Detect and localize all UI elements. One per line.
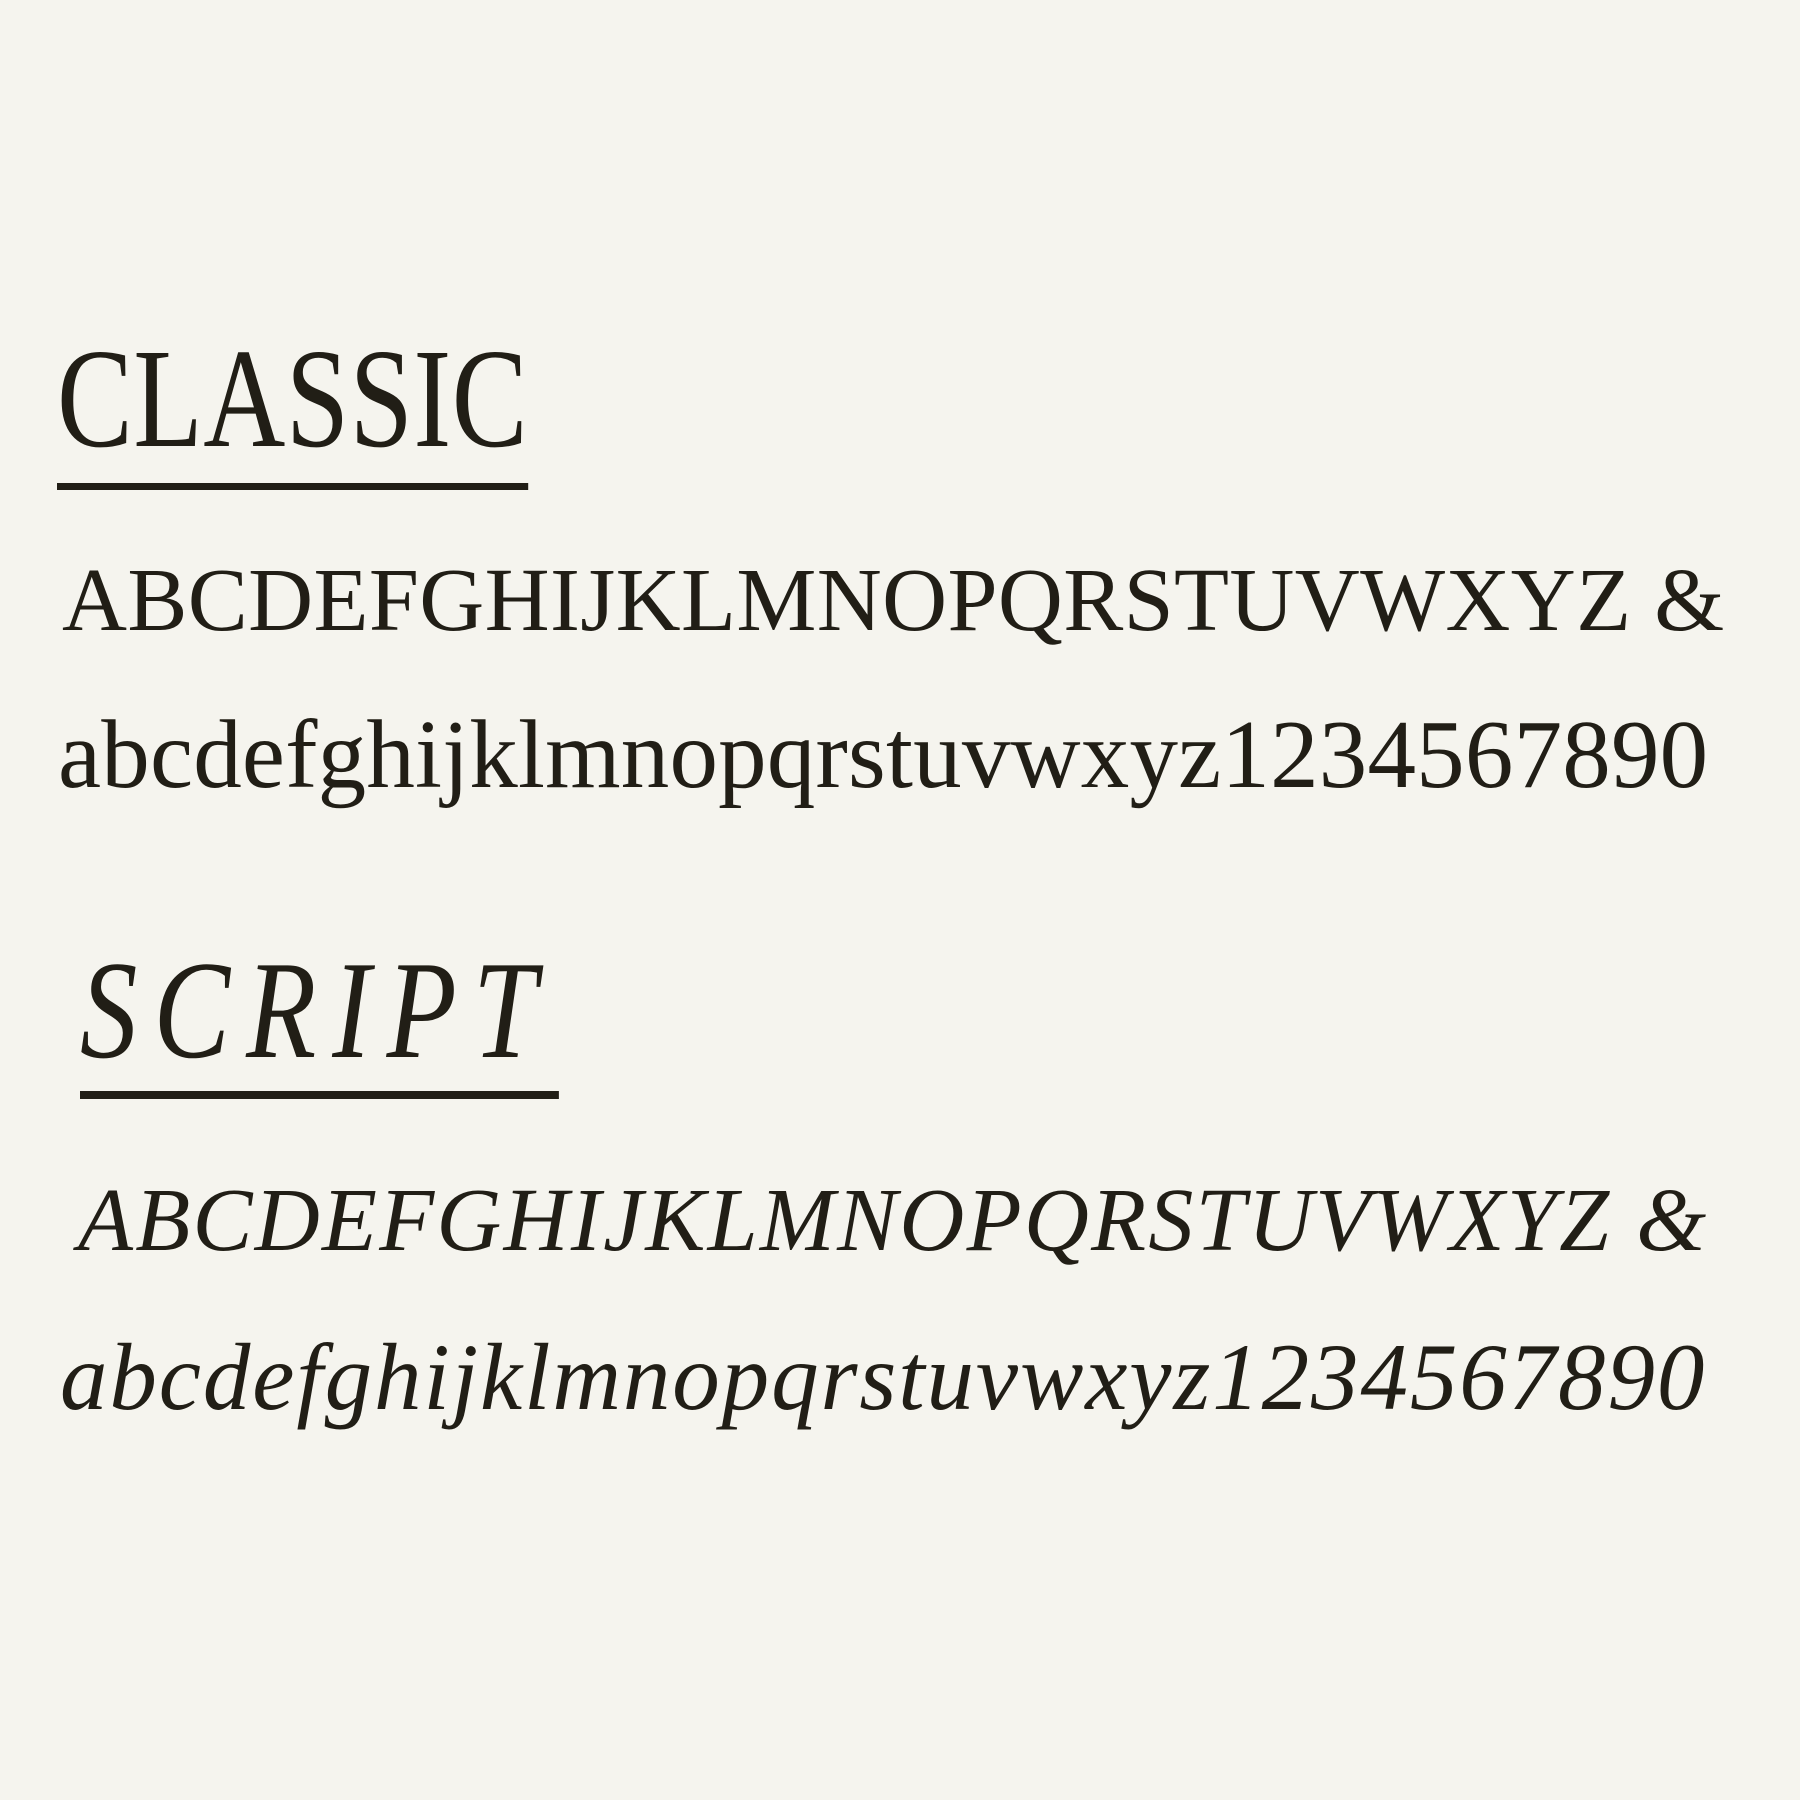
script-lowercase-numbers: abcdefghijklmnopqrstuvwxyz1234567890 [60,1324,1707,1430]
script-section-title [80,933,558,1099]
classic-lowercase-numbers: abcdefghijklmnopqrstuvwxyz1234567890 [58,701,1709,808]
script-section-title-text: SCRIPT [80,941,558,1099]
classic-section-title-text: CLASSIC [57,327,528,490]
classic-section-title [57,319,529,490]
classic-uppercase-alphabet: ABCDEFGHIJKLMNOPQRSTUVWXYZ & [62,551,1725,650]
script-uppercase-alphabet: ABCDEFGHIJKLMNOPQRSTUVWXYZ & [78,1171,1709,1270]
